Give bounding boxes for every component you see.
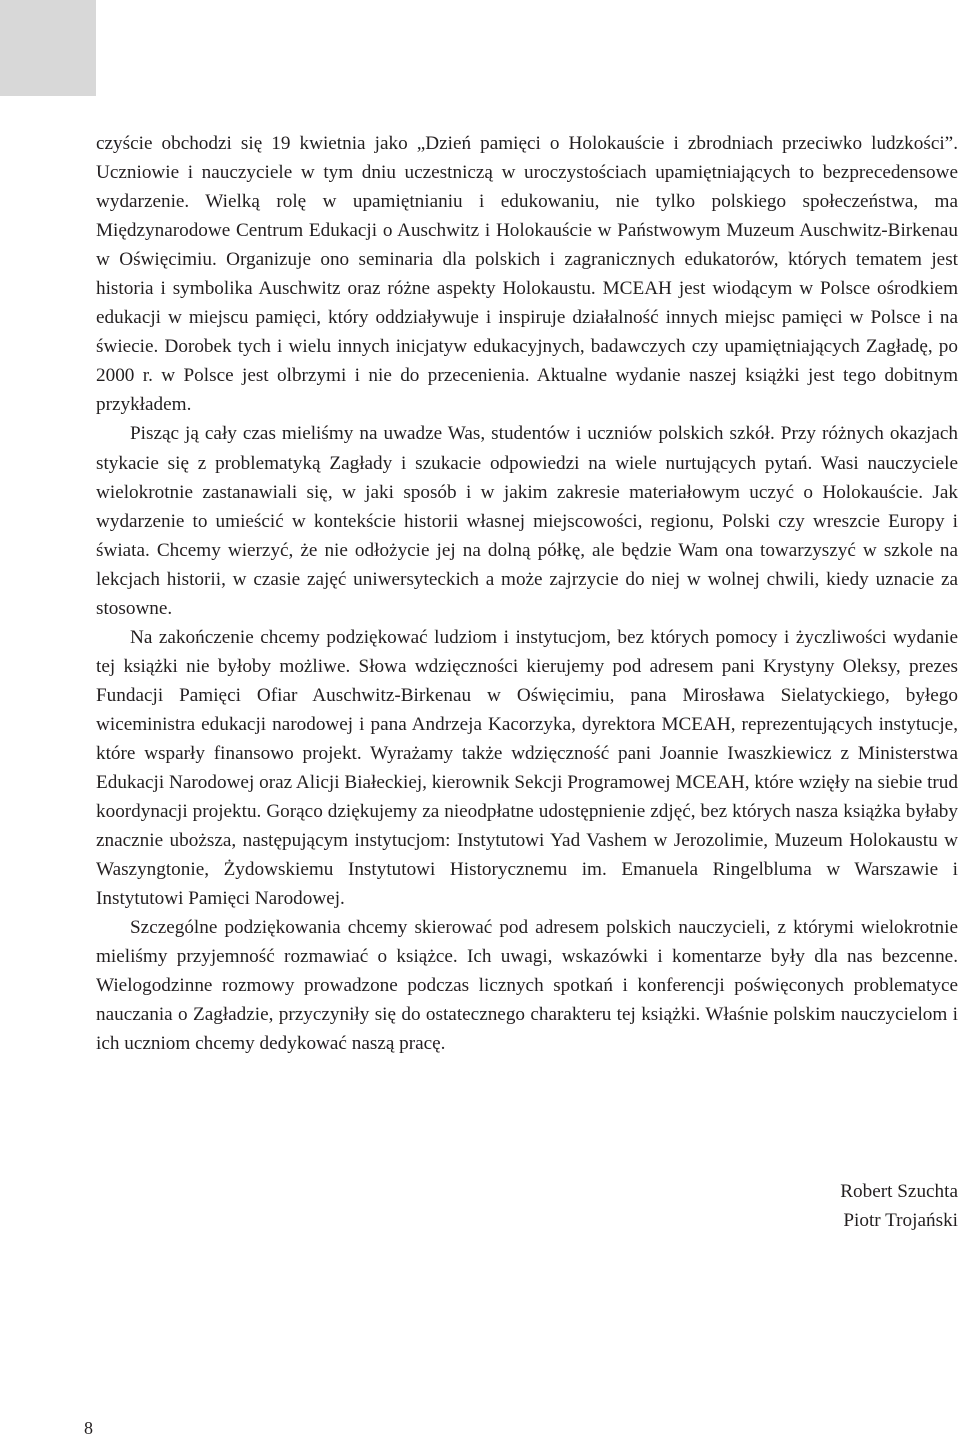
- paragraph-1: czyście obchodzi się 19 kwietnia jako „Dzień pamięci o Holokauście i zbrodniach przeciwko ludzkości”. Uczniowie i nauczyciele w tym dniu uczestniczą w uroczystościach upamiętniających to bezprecedensowe wydarzenie. Wielką rolę w upamiętnianiu i edukowaniu, nie tylko polskiego społeczeństwa, ma Międzynarodowe Centrum Edukacji o Auschwitz i Holokauście w Państwowym Muzeum Auschwitz-Birkenau w Oświęcimiu. Organizuje ono seminaria dla polskich i zagranicznych edukatorów, których tematem jest historia i symbolika Auschwitz oraz różne aspekty Holokaustu. MCEAH jest wiodącym w Polsce ośrodkiem edukacji w miejscu pamięci, który oddziaływuje i inspiruje działalność innych miejsc pamięci w Polsce i na świecie. Dorobek tych i wielu innych inicjatyw edukacyjnych, badawczych czy upamiętniających Zagładę, po 2000 r. w Polsce jest olbrzymi i nie do przecenienia. Aktualne wydanie naszej książki jest tego dobitnym przykładem.: [96, 133, 958, 416]
- paragraph-2: Pisząc ją cały czas mieliśmy na uwadze Was, studentów i uczniów polskich szkół. Przy różnych okazjach stykacie się z problematyką Zagłady i szukacie odpowiedzi na wiele nurtujących pytań. Wasi nauczyciele wielokrotnie zastanawiali się, w jaki sposób i w jakim zakresie materiałowym uczyć o Holokauście. Jak wydarzenie to umieścić w kontekście historii własnej miejscowości, regionu, Polski czy wreszcie Europy i świata. Chcemy wierzyć, że nie odłożycie jej na dolną półkę, ale będzie Wam ona towarzyszyć w szkole na lekcjach historii, w czasie zajęć uniwersyteckich a może zajrzycie do niej w wolnej chwili, kiedy uznacie za stosowne.: [96, 423, 958, 619]
- page-number: 8: [84, 1418, 93, 1438]
- paragraph-3: Na zakończenie chcemy podziękować ludziom i instytucjom, bez których pomocy i życzliwości wydanie tej książki nie byłoby możliwe. Słowa wdzięczności kierujemy pod adresem pani Krystyny Oleksy, prezes Fundacji Pamięci Ofiar Auschwitz-Birkenau w Oświęcimiu, pana Mirosława Sielatyckiego, byłego wiceministra edukacji narodowej i pana Andrzeja Kacorzyka, dyrektora MCEAH, reprezentujących instytucje, które wsparły finansowo projekt. Wyrażamy także wdzięczność pani Joannie Iwaszkiewicz z Ministerstwa Edukacji Narodowej oraz Alicji Białeckiej, kierownik Sekcji Programowej MCEAH, które wzięły na siebie trud koordynacji projektu. Gorąco dziękujemy za nieodpłatne udostępnienie zdjęć, bez których nasza książka byłaby znacznie uboższa, następującym instytucjom: Instytutowi Yad Vashem w Jerozolimie, Muzeum Holokaustu w Waszyngtonie, Żydowskiemu Instytutowi Historycznemu im. Emanuela Ringelbluma w Warszawie i Instytutowi Pamięci Narodowej.: [96, 626, 958, 910]
- body-text: [96, 129, 958, 1059]
- signature-author-1: Robert Szuchta: [840, 1181, 958, 1202]
- corner-tab-block: [0, 0, 96, 96]
- paragraph-4: Szczególne podziękowania chcemy skierować pod adresem polskich nauczycieli, z którymi wielokrotnie mieliśmy przyjemność rozmawiać o książce. Ich uwagi, wskazówki i komentarze były dla nas bezcenne. Wielogodzinne rozmowy prowadzone podczas licznych spotkań i konferencji poświęconych problematyce nauczania o Zagładzie, przyczyniły się do ostatecznego charakteru tej książki. Właśnie polskim nauczycielom i ich uczniom chcemy dedykować naszą pracę.: [96, 917, 958, 1055]
- signature-author-2: Piotr Trojański: [843, 1210, 958, 1231]
- signatures: [840, 1177, 958, 1235]
